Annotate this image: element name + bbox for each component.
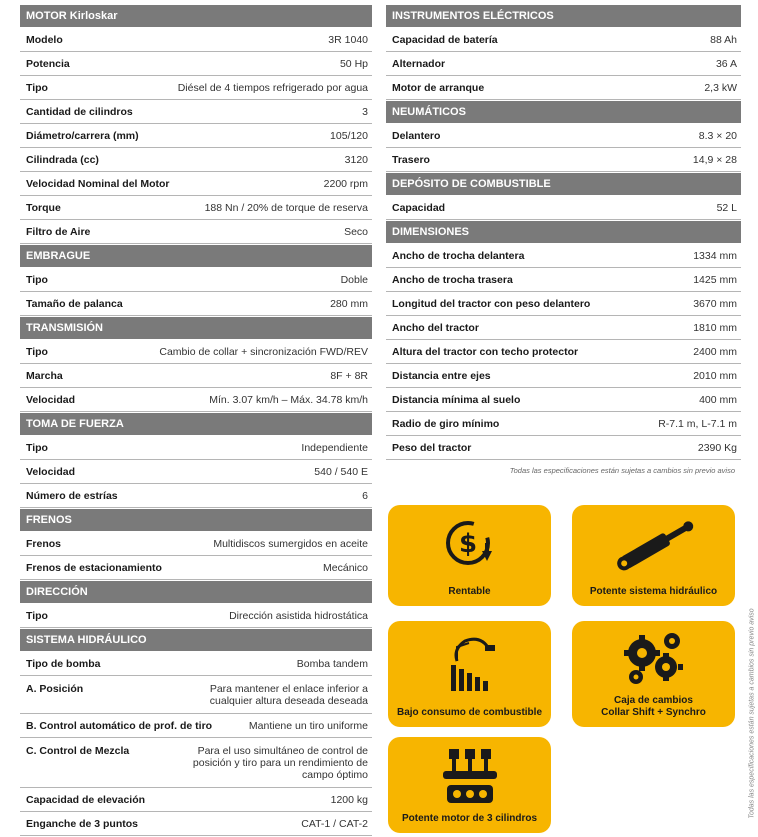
- feature-label: Rentable: [448, 586, 491, 597]
- spec-label: Tipo de bomba: [26, 658, 101, 670]
- spec-label: C. Control de Mezcla: [26, 745, 130, 757]
- spec-row: [20, 173, 372, 196]
- spec-value: 1810 mm: [693, 322, 737, 334]
- spec-value: 2400 mm: [693, 346, 737, 358]
- spec-row: [20, 365, 372, 388]
- spec-value: 1200 kg: [330, 794, 368, 806]
- spec-value: 1334 mm: [693, 250, 737, 262]
- section-header-neumaticos: NEUMÁTICOS: [386, 101, 741, 123]
- spec-label: Cilindrada (cc): [26, 154, 99, 166]
- spec-label: Ancho de trocha trasera: [392, 274, 513, 286]
- fuel-pump-icon: [435, 631, 505, 693]
- spec-row: [386, 53, 741, 76]
- spec-label: Marcha: [26, 370, 63, 382]
- spec-value: Para el uso simultáneo de control de posición y tiro para un rendimiento de campo óptimo: [192, 745, 368, 781]
- feature-label: Potente sistema hidráulico: [589, 586, 718, 597]
- spec-value: Mecánico: [323, 562, 368, 574]
- spec-row: [20, 461, 372, 484]
- spec-label: Delantero: [392, 130, 441, 142]
- spec-label: Frenos: [26, 538, 62, 550]
- spec-row: [386, 437, 741, 460]
- spec-label: Tipo: [26, 610, 48, 622]
- feature-card-rentable: [388, 505, 551, 606]
- section-header-transmision: TRANSMISIÓN: [20, 317, 372, 339]
- gears-icon: [614, 631, 694, 687]
- spec-value: Multidiscos sumergidos en aceite: [213, 538, 368, 550]
- dollar-down-icon: [438, 515, 502, 575]
- section-header-motor: MOTOR Kirloskar: [20, 5, 372, 27]
- feature-card-combustible: [388, 621, 551, 727]
- spec-value: Diésel de 4 tiempos refrigerado por agua: [177, 82, 368, 94]
- spec-label: Velocidad Nominal del Motor: [26, 178, 170, 190]
- spec-value: Dirección asistida hidrostática: [229, 610, 368, 622]
- spec-row: [20, 739, 372, 788]
- spec-label: Capacidad de batería: [392, 34, 498, 46]
- section-header-electricos: INSTRUMENTOS ELÉCTRICOS: [386, 5, 741, 27]
- spec-value: CAT-1 / CAT-2: [301, 818, 368, 830]
- spec-row: [20, 53, 372, 76]
- spec-value: 8F + 8R: [330, 370, 368, 382]
- spec-row: [20, 557, 372, 580]
- spec-row: [386, 293, 741, 316]
- spec-row: [20, 813, 372, 836]
- spec-label: Radio de giro mínimo: [392, 418, 500, 430]
- spec-row: [20, 653, 372, 676]
- spec-label: Trasero: [392, 154, 430, 166]
- section-header-combustible: DEPÓSITO DE COMBUSTIBLE: [386, 173, 741, 195]
- spec-value: 540 / 540 E: [314, 466, 368, 478]
- section-header-toma: TOMA DE FUERZA: [20, 413, 372, 435]
- spec-label: Velocidad: [26, 394, 76, 406]
- spec-label: Tipo: [26, 274, 48, 286]
- hydraulic-cylinder-icon: [609, 515, 699, 575]
- feature-card-motor: [388, 737, 551, 833]
- spec-label: Tipo: [26, 346, 48, 358]
- spec-value: 3120: [344, 154, 368, 166]
- feature-label: Bajo consumo de combustible: [396, 707, 543, 718]
- spec-row: [20, 101, 372, 124]
- spec-row: [20, 437, 372, 460]
- spec-label: Ancho del tractor: [392, 322, 479, 334]
- spec-row: [386, 413, 741, 436]
- spec-value: Para mantener el enlace inferior a cualquier altura deseada deseada: [209, 683, 368, 707]
- spec-value: 280 mm: [330, 298, 368, 310]
- spec-row: [386, 149, 741, 172]
- spec-label: Distancia entre ejes: [392, 370, 491, 382]
- spec-value: 50 Hp: [339, 58, 368, 70]
- spec-row: [386, 245, 741, 268]
- spec-row: [20, 269, 372, 292]
- side-disclaimer: [742, 610, 756, 830]
- spec-value: 14,9 × 28: [692, 154, 737, 166]
- spec-value: Mín. 3.07 km/h – Máx. 34.78 km/h: [209, 394, 368, 406]
- spec-value: 8.3 × 20: [698, 130, 737, 142]
- spec-value: 1425 mm: [693, 274, 737, 286]
- spec-row: [20, 605, 372, 628]
- spec-row: [20, 221, 372, 244]
- spec-label: Alternador: [392, 58, 446, 70]
- spec-value: 3670 mm: [693, 298, 737, 310]
- spec-value: 52 L: [716, 202, 737, 214]
- spec-row: [386, 269, 741, 292]
- spec-value: Cambio de collar + sincronización FWD/REV: [159, 346, 368, 358]
- spec-label: Ancho de trocha delantera: [392, 250, 525, 262]
- spec-value: 3: [362, 106, 368, 118]
- spec-value: 188 Nn / 20% de torque de reserva: [204, 202, 368, 214]
- spec-row: [20, 789, 372, 812]
- spec-value: 400 mm: [699, 394, 737, 406]
- spec-row: [386, 197, 741, 220]
- spec-label: Capacidad de elevación: [26, 794, 146, 806]
- feature-label: Potente motor de 3 cilindros: [401, 813, 538, 824]
- spec-label: Capacidad: [392, 202, 446, 214]
- spec-row: [386, 125, 741, 148]
- spec-label: Frenos de estacionamiento: [26, 562, 162, 574]
- spec-label: Distancia mínima al suelo: [392, 394, 521, 406]
- spec-row: [20, 29, 372, 52]
- left-spec-column: [20, 5, 372, 837]
- spec-label: A. Posición: [26, 683, 84, 695]
- feature-card-caja: [572, 621, 735, 727]
- spec-label: Velocidad: [26, 466, 76, 478]
- spec-row: [386, 365, 741, 388]
- spec-value: Independiente: [301, 442, 368, 454]
- spec-label: Motor de arranque: [392, 82, 485, 94]
- spec-row: [20, 77, 372, 100]
- spec-row: [386, 29, 741, 52]
- spec-label: Cantidad de cilindros: [26, 106, 133, 118]
- spec-label: Tamaño de palanca: [26, 298, 123, 310]
- spec-value: 2010 mm: [693, 370, 737, 382]
- spec-row: [20, 197, 372, 220]
- spec-row: [20, 125, 372, 148]
- spec-label: Filtro de Aire: [26, 226, 91, 238]
- side-disclaimer-text: Todas las especificaciones están sujetas a cambios sin previo aviso: [748, 608, 756, 819]
- disclaimer-note: Todas las especificaciones están sujetas a cambios sin previo aviso: [509, 466, 735, 475]
- spec-label: Altura del tractor con techo protector: [392, 346, 579, 358]
- spec-row: [20, 485, 372, 508]
- section-header-embrague: EMBRAGUE: [20, 245, 372, 267]
- spec-label: Número de estrías: [26, 490, 118, 502]
- spec-row: [20, 341, 372, 364]
- spec-row: [386, 317, 741, 340]
- spec-value: Bomba tandem: [296, 658, 368, 670]
- section-header-direccion: DIRECCIÓN: [20, 581, 372, 603]
- spec-value: 2390 Kg: [697, 442, 737, 454]
- spec-value: 36 A: [715, 58, 737, 70]
- spec-value: Seco: [344, 226, 368, 238]
- spec-label: Diámetro/carrera (mm): [26, 130, 139, 142]
- spec-value: R-7.1 m, L-7.1 m: [658, 418, 737, 430]
- spec-label: Modelo: [26, 34, 63, 46]
- spec-value: 2200 rpm: [323, 178, 368, 190]
- spec-row: [386, 341, 741, 364]
- spec-label: Longitud del tractor con peso delantero: [392, 298, 591, 310]
- spec-row: [20, 293, 372, 316]
- right-spec-column: [386, 5, 741, 475]
- spec-value: 6: [362, 490, 368, 502]
- section-header-frenos: FRENOS: [20, 509, 372, 531]
- spec-label: Potencia: [26, 58, 70, 70]
- spec-label: Tipo: [26, 82, 48, 94]
- feature-card-hidraulico: [572, 505, 735, 606]
- section-header-dimensiones: DIMENSIONES: [386, 221, 741, 243]
- feature-label: Caja de cambios Collar Shift + Synchro: [601, 695, 706, 718]
- spec-value: Mantiene un tiro uniforme: [248, 720, 368, 732]
- spec-label: Torque: [26, 202, 61, 214]
- spec-row: [20, 715, 372, 738]
- spec-label: Peso del tractor: [392, 442, 472, 454]
- spec-row: [386, 389, 741, 412]
- spec-label: Enganche de 3 puntos: [26, 818, 139, 830]
- spec-label: B. Control automático de prof. de tiro: [26, 720, 213, 732]
- svg-text:$: $: [458, 529, 477, 559]
- spec-row: [20, 149, 372, 172]
- spec-value: 3R 1040: [328, 34, 368, 46]
- spec-value: 88 Ah: [710, 34, 737, 46]
- spec-value: 105/120: [330, 130, 368, 142]
- engine-icon: [435, 745, 505, 807]
- spec-row: [386, 77, 741, 100]
- section-header-hidraulico: SISTEMA HIDRÁULICO: [20, 629, 372, 651]
- spec-value: Doble: [340, 274, 368, 286]
- spec-row: [20, 533, 372, 556]
- spec-value: 2,3 kW: [704, 82, 737, 94]
- spec-label: Tipo: [26, 442, 48, 454]
- spec-row: [20, 677, 372, 714]
- spec-row: [20, 389, 372, 412]
